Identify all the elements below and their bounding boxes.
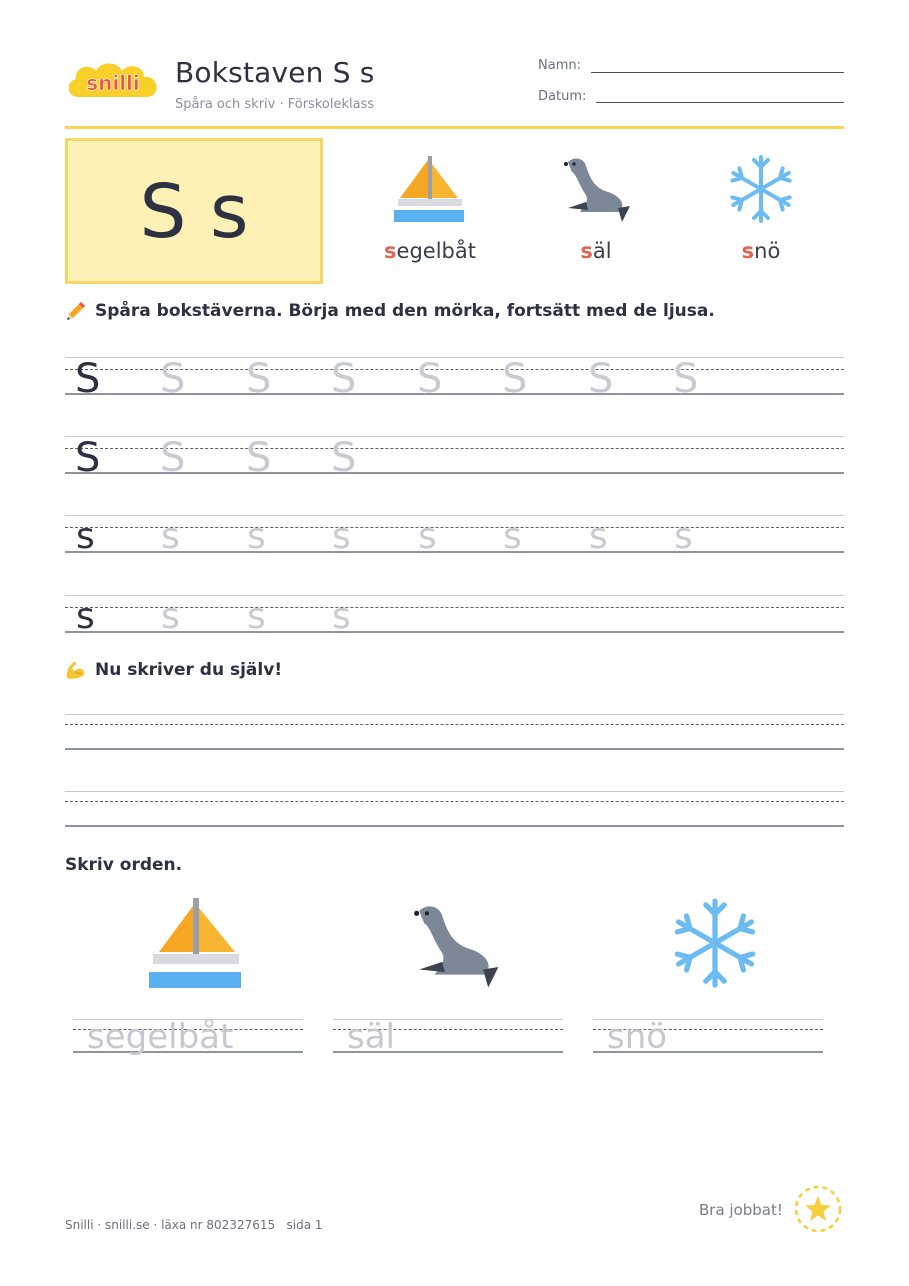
- trace-letter: s: [247, 596, 266, 637]
- trace-row[interactable]: [65, 515, 844, 555]
- word-trace-text: snö: [607, 1017, 668, 1057]
- hero-word-segelbat: [360, 239, 500, 263]
- trace-row[interactable]: [65, 595, 844, 635]
- trace-letter: S: [417, 356, 443, 402]
- seal-icon: [408, 898, 502, 994]
- hero-word-first-letter: s: [580, 239, 593, 263]
- trace-letter: s: [247, 516, 266, 557]
- trace-letter: s: [503, 516, 522, 557]
- free-write-line[interactable]: [65, 714, 844, 754]
- hero-word-rest: egelbåt: [396, 239, 476, 263]
- word-trace-segelbat[interactable]: [73, 1019, 303, 1055]
- hero-word-sal: [526, 239, 666, 263]
- snowflake-icon: [669, 897, 761, 993]
- pencil-icon: [64, 299, 88, 327]
- page-footer: Snilli · snilli.se · läxa nr 802327615 sida 1: [65, 1218, 323, 1232]
- praise-text: Bra jobbat!: [699, 1201, 783, 1219]
- word-trace-sno[interactable]: [593, 1019, 823, 1055]
- trace-letter: S: [246, 356, 272, 402]
- trace-letter: s: [161, 516, 180, 557]
- trace-letter: S: [331, 435, 357, 481]
- trace-letter: s: [418, 516, 437, 557]
- free-instruction: Nu skriver du själv!: [95, 660, 283, 680]
- date-field[interactable]: [596, 102, 844, 103]
- letter-hero-box: [65, 138, 323, 284]
- page-subtitle: Spåra och skriv · Förskoleklass: [175, 97, 375, 112]
- trace-letter: S: [160, 435, 186, 481]
- trace-letter-model: s: [76, 596, 95, 637]
- page-title: Bokstaven S s: [175, 56, 375, 89]
- trace-letter: S: [673, 356, 699, 402]
- trace-letter: S: [160, 356, 186, 402]
- trace-letter-model: s: [76, 516, 95, 557]
- hero-word-first-letter: s: [384, 239, 397, 263]
- trace-instruction: Spåra bokstäverna. Börja med den mörka, fortsätt med de ljusa.: [95, 301, 715, 321]
- sailboat-icon: [392, 152, 466, 230]
- header-divider: [65, 126, 844, 129]
- flexed-arm-icon: [64, 658, 88, 686]
- trace-letter: s: [332, 516, 351, 557]
- svg-text:snilli: snilli: [86, 71, 140, 95]
- trace-letter: s: [674, 516, 693, 557]
- free-write-line[interactable]: [65, 791, 844, 831]
- sailboat-icon: [147, 894, 243, 994]
- trace-letter-model: S: [75, 356, 101, 402]
- trace-letter-model: S: [75, 435, 101, 481]
- trace-letter: s: [332, 596, 351, 637]
- word-trace-text: segelbåt: [87, 1017, 234, 1057]
- trace-letter: S: [331, 356, 357, 402]
- trace-letter: s: [589, 516, 608, 557]
- hero-word-first-letter: s: [741, 239, 755, 263]
- trace-letter: S: [588, 356, 614, 402]
- trace-letter: S: [502, 356, 528, 402]
- hero-word-rest: äl: [592, 239, 612, 263]
- seal-icon: [560, 152, 632, 228]
- name-label: Namn:: [538, 58, 581, 73]
- trace-row[interactable]: [65, 356, 844, 402]
- star-icon: [793, 1184, 843, 1238]
- snilli-logo: [64, 57, 164, 105]
- hero-word-sno: [691, 239, 831, 263]
- word-trace-text: säl: [347, 1017, 395, 1057]
- snowflake-icon: [726, 154, 796, 228]
- hero-word-rest: nö: [754, 239, 781, 263]
- hero-letters: S s: [139, 169, 249, 255]
- trace-row[interactable]: [65, 435, 844, 481]
- date-label: Datum:: [538, 89, 587, 104]
- words-instruction: Skriv orden.: [65, 855, 183, 875]
- trace-letter: S: [246, 435, 272, 481]
- name-field[interactable]: [591, 72, 844, 73]
- word-trace-sal[interactable]: [333, 1019, 563, 1055]
- trace-letter: s: [161, 596, 180, 637]
